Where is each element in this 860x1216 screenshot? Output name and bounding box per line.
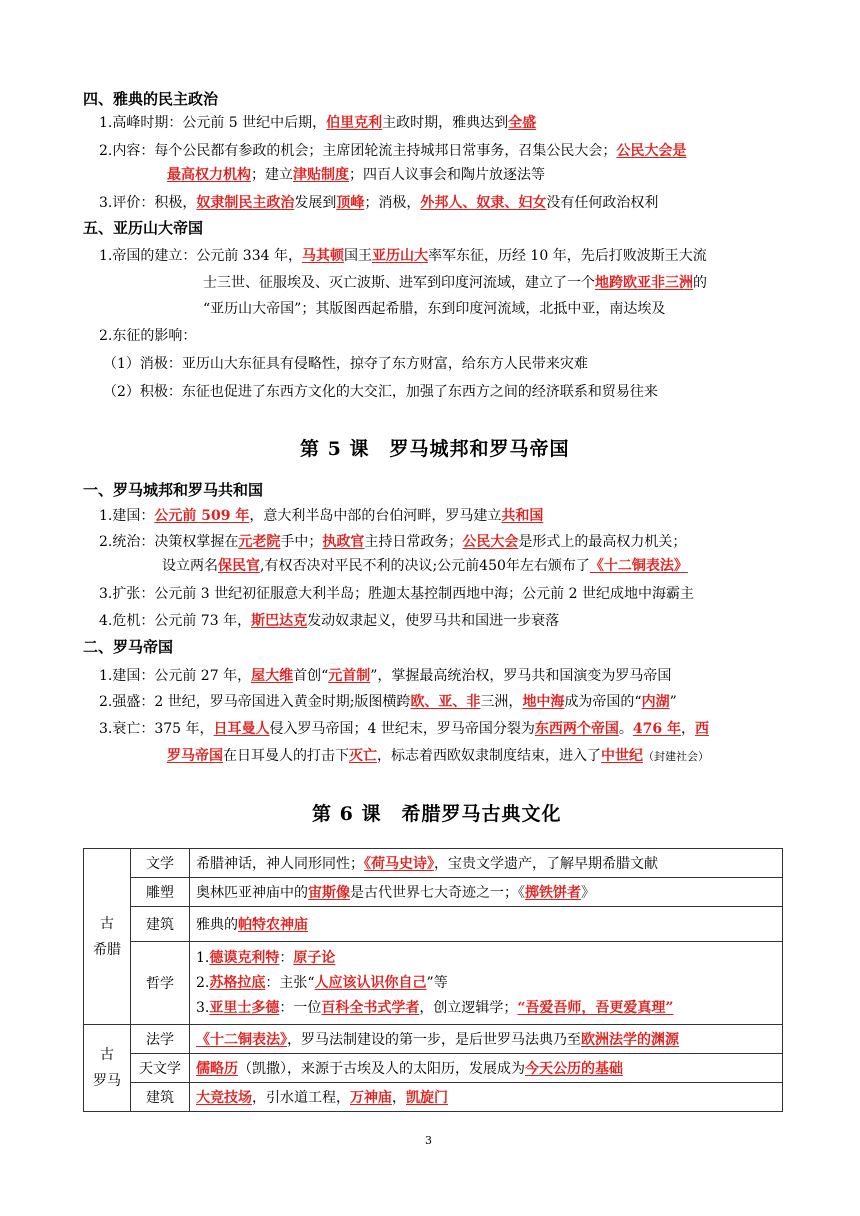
text: ，意大利半岛中部的台伯河畔，罗马建立 (249, 508, 502, 524)
key-term: 东西两个帝国 (534, 721, 619, 737)
text: 三洲， (480, 694, 523, 710)
text: 的 (693, 275, 707, 291)
text: 是古代世界七大奇迹之一；《 (350, 885, 525, 901)
text: 1.建国： (99, 508, 155, 524)
text: 发展到 (294, 195, 337, 211)
key-term: 《十二铜表法》 (589, 558, 688, 574)
athens-line-3 (99, 192, 658, 214)
text: 。 (618, 721, 633, 737)
alexander-line-1 (99, 245, 707, 267)
key-term: 欧、亚、非 (410, 694, 481, 710)
key-term: 亚里士多德 (209, 999, 280, 1016)
key-term: 欧洲法学的渊源 (581, 1032, 679, 1048)
category-label: 古 (100, 915, 114, 932)
key-term: 帕特农神庙 (238, 917, 308, 933)
key-term: 奴隶制民主政治 (196, 195, 295, 211)
alexander-line-2: 2.东征的影响： (99, 328, 197, 344)
text: ： (279, 949, 294, 966)
key-term: 德谟克利特 (209, 949, 280, 966)
text: 》 (581, 885, 595, 901)
text: ， (681, 721, 695, 737)
text: 2. (196, 974, 210, 991)
text: 2.强盛：2 世纪，罗马帝国进入黄金时期;版图横跨 (99, 694, 411, 710)
text: （凯撒），来源于古埃及人的太阳历，发展成为 (238, 1061, 525, 1077)
text: 雅典的 (196, 917, 238, 933)
text: ”等 (426, 974, 448, 991)
heading-roman-empire: 二、罗马帝国 (83, 638, 174, 656)
philosophy-line-3 (196, 996, 776, 1021)
text: 手中； (280, 534, 323, 550)
table-row (84, 1083, 783, 1112)
text: ”，掌握最高统治权，罗马共和国演变为罗马帝国 (370, 668, 672, 684)
text: 1.帝国的建立：公元前 334 年， (99, 248, 302, 264)
key-term: 掷铁饼者 (525, 885, 581, 901)
subject-literature: 文学 (131, 849, 190, 878)
text: 侵入罗马帝国；4 世纪末，罗马帝国分裂为 (269, 721, 535, 737)
content-law (190, 1025, 783, 1054)
empire-line-3b (167, 745, 709, 768)
table-row (84, 849, 783, 878)
key-term: 《荷马史诗》 (364, 856, 434, 872)
key-term: 屋大维 (251, 668, 294, 684)
text: 4.危机：公元前 73 年， (99, 613, 252, 629)
key-term: 保民官 (218, 558, 260, 574)
key-term: 地中海 (522, 694, 565, 710)
table-row (84, 907, 783, 942)
key-term: 宙斯像 (308, 885, 350, 901)
text: 没有任何政治权利 (546, 195, 659, 211)
key-term: 今天公历的基础 (525, 1061, 623, 1077)
republic-line-4 (99, 610, 559, 632)
key-term: 公元前 509 年 (154, 508, 250, 524)
republic-line-1 (99, 505, 543, 527)
category-rome (84, 1025, 131, 1112)
text: 国王 (343, 248, 372, 264)
key-term: 日耳曼人 (213, 721, 270, 737)
empire-line-1 (99, 665, 671, 687)
text: ，宝贵文学遗产，了解早期希腊文献 (434, 856, 658, 872)
key-term: “吾爱吾师，吾更爱真理” (517, 999, 674, 1016)
key-term: 伯里克利 (326, 115, 383, 131)
key-term: 原子论 (293, 949, 336, 966)
text: 奥林匹亚神庙中的 (196, 885, 308, 901)
key-term: 大竞技场 (196, 1090, 252, 1106)
text: ，创立逻辑学； (419, 999, 518, 1016)
text: 3.评价：积极， (99, 195, 197, 211)
text: ；建立 (251, 167, 293, 183)
key-term: 西 (695, 721, 709, 737)
text: 率军东征，历经 10 年，先后打败波斯王大流 (427, 248, 707, 264)
key-term: 最高权力机构 (167, 167, 251, 183)
subject-sculpture: 雕塑 (131, 878, 190, 907)
key-term: 灭亡 (349, 748, 377, 764)
text: 成为帝国的“ (564, 694, 642, 710)
republic-line-2b (162, 555, 688, 577)
key-term: 人应该认识你自己 (314, 974, 427, 991)
text: ，标志着西欧奴隶制度结束，进入了 (377, 748, 601, 764)
text: ；四百人议事会和陶片放逐法等 (349, 167, 545, 183)
lesson-5-title: 第 5 课 罗马城邦和罗马帝国 (300, 438, 570, 460)
text: 是形式上的最高权力机关； (518, 534, 687, 550)
key-term: 津贴制度 (293, 167, 349, 183)
subject-philosophy: 哲学 (131, 942, 190, 1025)
key-term: 罗马帝国 (167, 748, 223, 764)
key-term: 中世纪 (601, 748, 643, 764)
athens-line-2b (167, 164, 545, 186)
text: 士三世、征服埃及、灭亡波斯、进军到印度河流域，建立了一个 (203, 275, 595, 291)
athens-line-1 (99, 112, 536, 134)
key-term: 全盛 (508, 115, 537, 131)
text: ” (669, 694, 677, 710)
culture-table (83, 848, 783, 1112)
text: 1.高峰时期：公元前 5 世纪中后期， (99, 115, 327, 131)
text: 1.建国：公元前 27 年， (99, 668, 252, 684)
text: ；消极， (364, 195, 421, 211)
content-architecture-greece (190, 907, 783, 942)
key-term: 马其顿 (301, 248, 344, 264)
text: 主政时期，雅典达到 (382, 115, 509, 131)
key-term: 凯旋门 (406, 1090, 448, 1106)
text: ，罗马法制建设的第一步，是后世罗马法典乃至 (287, 1032, 581, 1048)
alexander-line-1c: “亚历山大帝国”；其版图西起希腊，东到印度河流域，北抵中亚，南达埃及 (203, 301, 666, 317)
lesson-6-title: 第 6 课 希腊罗马古典文化 (312, 803, 562, 825)
content-sculpture (190, 878, 783, 907)
text: ，引水道工程， (252, 1090, 350, 1106)
text: ， (392, 1090, 406, 1106)
subject-astronomy: 天文学 (131, 1054, 190, 1083)
text: 3.衰亡：375 年， (99, 721, 214, 737)
heading-athens-democracy: 四、雅典的民主政治 (83, 90, 219, 108)
empire-line-2 (99, 691, 677, 713)
category-greece (84, 849, 131, 1025)
text: 设立两名 (162, 558, 218, 574)
text: 1. (196, 949, 210, 966)
key-term: 元首制 (328, 668, 371, 684)
key-term: 476 年 (632, 721, 681, 737)
text: 希腊神话，神人同形同性； (196, 856, 364, 872)
alexander-line-4: （2）积极：东征也促进了东西方文化的大交汇，加强了东西方之间的经济联系和贸易往来 (103, 384, 658, 400)
key-term: 内湖 (641, 694, 670, 710)
table-row (84, 1025, 783, 1054)
text: 首创“ (293, 668, 329, 684)
republic-line-2 (99, 531, 686, 553)
text: 主持日常政务； (364, 534, 463, 550)
subject-law: 法学 (131, 1025, 190, 1054)
content-astronomy (190, 1054, 783, 1083)
table-row (84, 942, 783, 1025)
content-architecture-rome (190, 1083, 783, 1112)
text: ：主张“ (265, 974, 315, 991)
key-term: 亚历山大 (371, 248, 428, 264)
category-label: 希腊 (93, 941, 121, 958)
table-row (84, 1054, 783, 1083)
republic-line-3: 3.扩张：公元前 3 世纪初征服意大利半岛；胜迦太基控制西地中海；公元前 2 世纪成地中海霸主 (99, 586, 694, 602)
key-term: 万神庙 (350, 1090, 392, 1106)
philosophy-line-2 (196, 971, 776, 996)
heading-alexander-empire: 五、亚历山大帝国 (83, 219, 204, 237)
key-term: 公民大会是 (616, 143, 687, 159)
annotation: （封建社会） (643, 750, 709, 763)
category-label: 古 (100, 1047, 114, 1063)
content-literature (190, 849, 783, 878)
text: 2.内容：每个公民都有参政的机会；主席团轮流主持城邦日常事务，召集公民大会； (99, 143, 617, 159)
key-term: 百科全书式学者 (321, 999, 420, 1016)
text: 在日耳曼人的打击下 (223, 748, 349, 764)
page-number: 3 (425, 1134, 432, 1147)
alexander-line-1b (203, 272, 707, 294)
text: ,有权否决对平民不利的决议;公元前450年左右颁布了 (260, 558, 590, 574)
text: 3. (196, 999, 210, 1016)
key-term: 《十二铜表法》 (196, 1032, 287, 1048)
text: 2.统治：决策权掌握在 (99, 534, 239, 550)
subject-architecture-greece: 建筑 (131, 907, 190, 942)
subject-architecture-rome: 建筑 (131, 1083, 190, 1112)
key-term: 苏格拉底 (209, 974, 266, 991)
empire-line-3 (99, 718, 709, 740)
text: 发动奴隶起义，使罗马共和国进一步衰落 (307, 613, 560, 629)
key-term: 顶峰 (336, 195, 365, 211)
table-row (84, 878, 783, 907)
alexander-line-3: （1）消极：亚历山大东征具有侵略性，掠夺了东方财富，给东方人民带来灾难 (103, 356, 588, 372)
philosophy-line-1 (196, 946, 776, 971)
category-label: 罗马 (93, 1073, 121, 1089)
key-term: 地跨欧亚非三洲 (595, 275, 693, 291)
key-term: 共和国 (501, 508, 544, 524)
text: ：一位 (279, 999, 322, 1016)
athens-line-2 (99, 140, 686, 162)
content-philosophy (190, 942, 783, 1025)
key-term: 元老院 (238, 534, 281, 550)
key-term: 公民大会 (462, 534, 519, 550)
key-term: 执政官 (322, 534, 365, 550)
key-term: 斯巴达克 (251, 613, 308, 629)
key-term: 外邦人、奴隶、妇女 (420, 195, 547, 211)
key-term: 儒略历 (196, 1061, 238, 1077)
heading-rome-republic: 一、罗马城邦和罗马共和国 (83, 481, 264, 499)
